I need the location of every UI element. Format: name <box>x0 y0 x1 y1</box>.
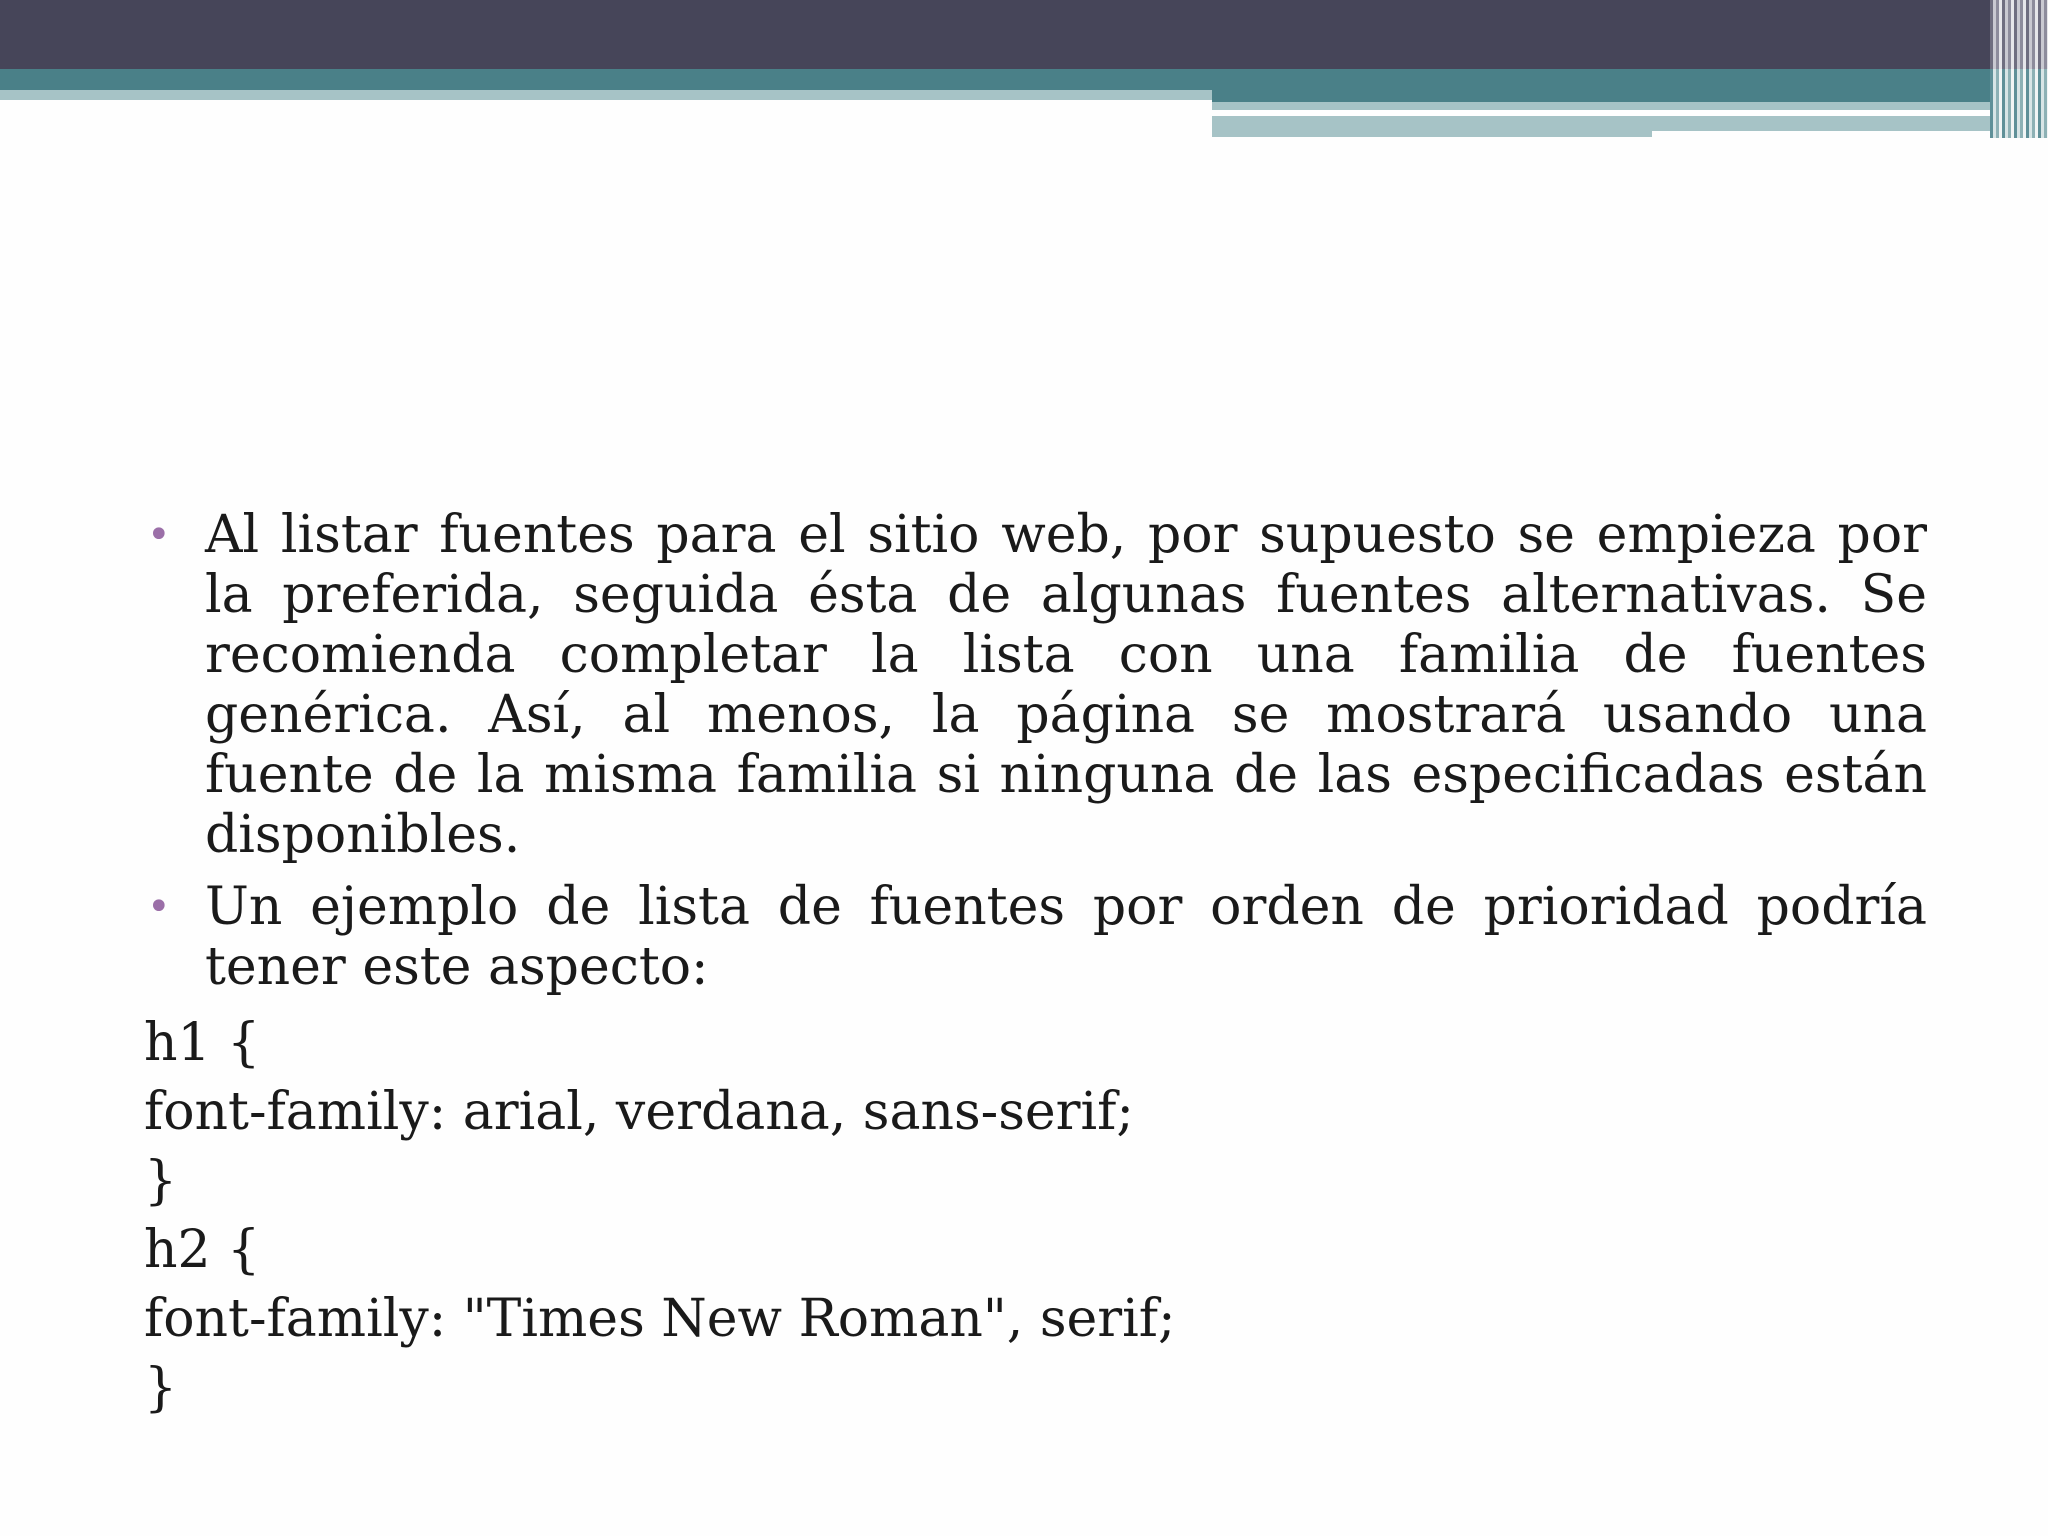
code-line: } <box>144 1358 178 1418</box>
code-line: h1 { <box>144 1013 261 1073</box>
header-bar-light-lower-right <box>1652 116 2002 131</box>
code-example <box>144 1009 1927 1423</box>
header-bar-light-lower <box>1212 116 1652 137</box>
header-bar-teal-right <box>1212 90 2048 102</box>
bullet-item-example <box>147 877 1927 997</box>
code-line: font-family: "Times New Roman", serif; <box>144 1289 1176 1349</box>
code-line: } <box>144 1151 178 1211</box>
header-bar-dark <box>0 0 2048 69</box>
header-edge-stripes-lower <box>1990 69 2048 138</box>
bullet-text: Un ejemplo de lista de fuentes por orden de prioridad podría tener este aspecto: <box>205 877 1927 997</box>
bullet-text: Al listar fuentes para el sitio web, por supuesto se empieza por la preferida, seguida ésta de algunas fuentes alternativas. Se recomienda completar la lista con una familia de fuentes genérica. Así, al menos, la página se mostrará usando una fuente de la misma familia si ninguna de las especificadas están disponibles. <box>205 505 1927 865</box>
bullet-icon: • <box>147 884 171 930</box>
bullet-item-fonts-order <box>147 505 1927 865</box>
slide-content <box>144 505 1927 1423</box>
bullet-list <box>147 505 1927 997</box>
code-line: font-family: arial, verdana, sans-serif; <box>144 1082 1134 1142</box>
header-bar-light-right <box>1212 102 2002 110</box>
code-line: h2 { <box>144 1220 261 1280</box>
header-bar-light-left <box>0 90 1212 100</box>
bullet-icon: • <box>147 512 171 558</box>
header-bar-teal <box>0 69 2048 90</box>
